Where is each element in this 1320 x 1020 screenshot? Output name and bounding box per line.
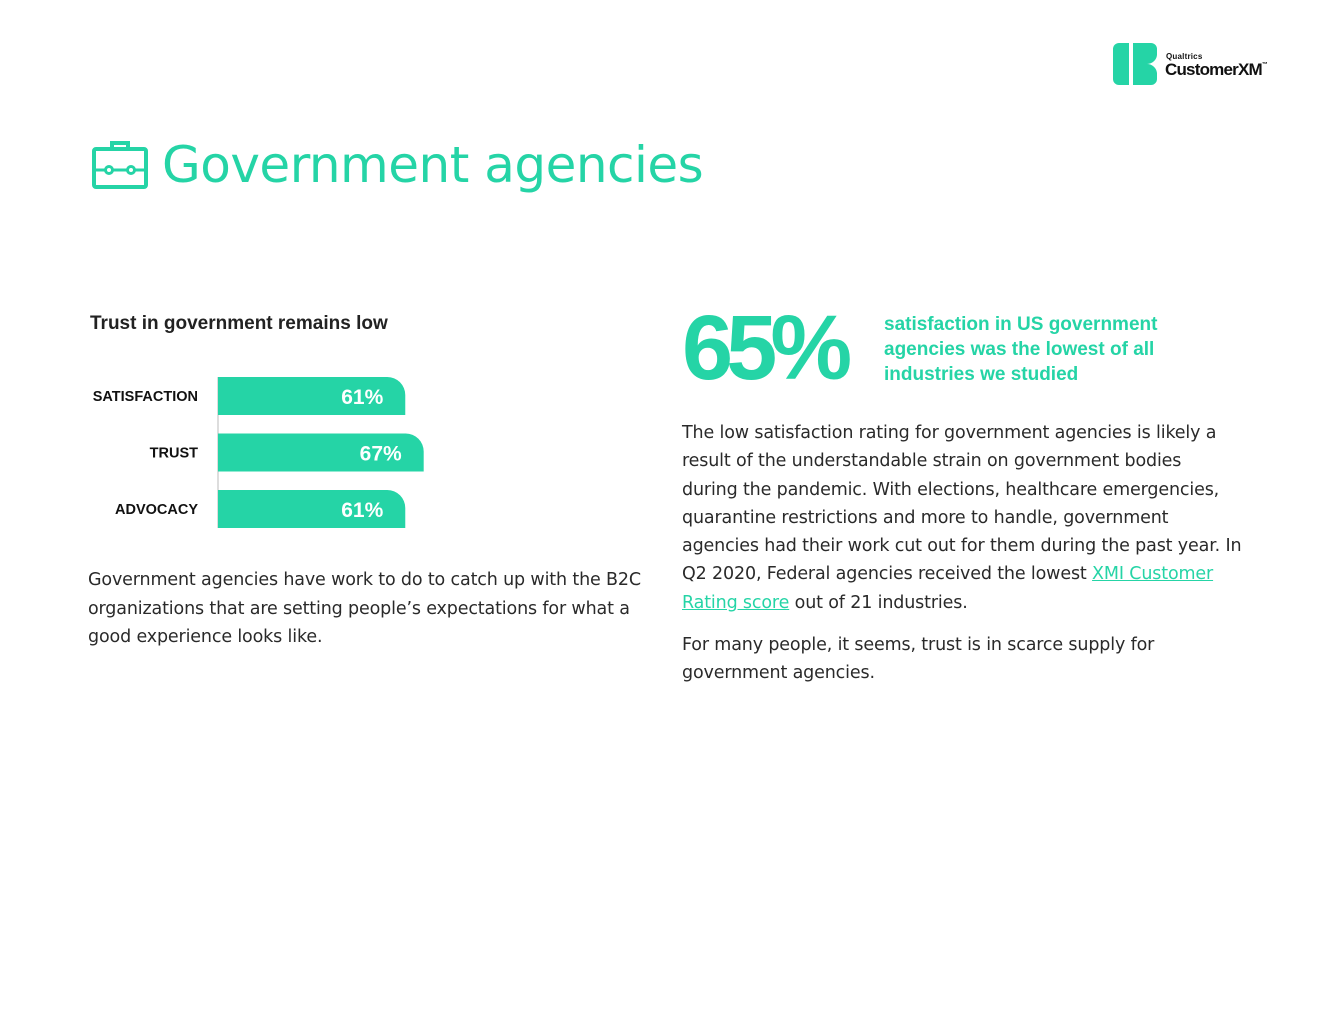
briefcase-icon [92, 140, 148, 190]
customerxm-logo [1113, 43, 1283, 87]
body-paragraph-1-end: out of 21 industries. [789, 592, 968, 613]
bar-value-label: 61% [341, 386, 384, 409]
logo-product-name: CustomerXM [1165, 60, 1262, 79]
category-label: ADVOCACY [115, 502, 198, 518]
body-paragraph-1-text: The low satisfaction rating for government agencies is likely a result of the understandable strain on government bodies during the pandemic. With elections, healthcare emergencies, quarantine restrictions and more to handle, government agencies had their work cut out for them during the past year. In Q2 2020, Federal agencies received the lowest [682, 423, 1242, 585]
stat-caption: satisfaction in US government agencies was the lowest of all industries we studied [884, 314, 1158, 385]
customerxm-logo-icon [1113, 43, 1157, 85]
logo-brand-text: Qualtrics [1166, 52, 1203, 61]
trust-bar-chart [88, 370, 608, 540]
body-paragraph-1 [682, 419, 1242, 617]
xmi-rating-link[interactable]: XMI Customer Rating score [682, 564, 1214, 613]
logo-trademark: ™ [1261, 62, 1268, 68]
body-paragraph-2: For many people, it seems, trust is in scarce supply for government agencies. [682, 635, 1155, 684]
category-label: TRUST [149, 445, 198, 462]
category-label: SATISFACTION [92, 389, 198, 405]
right-body-text [682, 419, 1242, 688]
logo-product-text [1165, 60, 1268, 80]
chart-title: Trust in government remains low [90, 313, 388, 334]
page-title: Government agencies [162, 136, 704, 194]
left-paragraph: Government agencies have work to do to catch up with the B2C organizations that are setting people’s expectations for what a good experience looks like. [88, 570, 641, 647]
bar-value-label: 61% [341, 499, 384, 522]
big-stat-value: 65% [682, 297, 846, 399]
bar-value-label: 67% [359, 442, 402, 466]
